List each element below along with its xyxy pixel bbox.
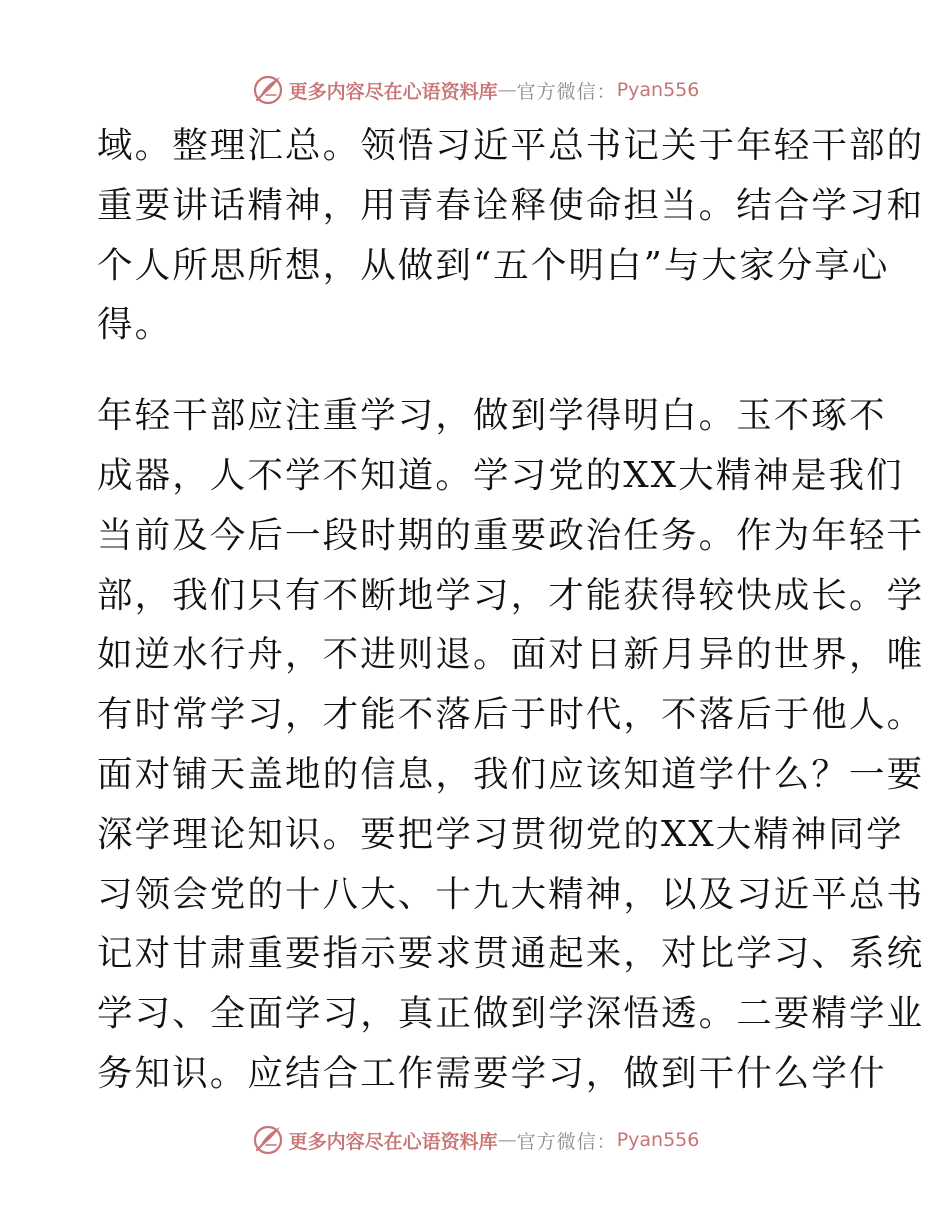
paragraph-2	[97, 386, 925, 1104]
paragraph-line: 面对铺天盖地的信息，我们应该知道学什么？一要	[97, 753, 925, 795]
paragraph-line: 年轻干部应注重学习，做到学得明白。玉不琢不	[97, 395, 887, 437]
banner-official: 官方微信：	[516, 80, 617, 103]
banner-official: 官方微信：	[516, 1130, 617, 1153]
quill-circle-logo-icon	[251, 1123, 285, 1157]
quill-circle-logo-icon	[251, 73, 285, 107]
paragraph-line: 当前及今后一段时期的重要政治任务。作为年轻干	[97, 514, 925, 556]
document-body	[97, 116, 925, 1104]
banner-separator: —	[497, 1129, 517, 1151]
paragraph-line: 习领会党的十八大、十九大精神，以及习近平总书	[97, 873, 925, 915]
paragraph-line: 域。整理汇总。领悟习近平总书记关于年轻干部的	[97, 125, 925, 166]
paragraph-line: 成器，人不学不知道。学习党的XX大精神是我们	[97, 454, 904, 496]
banner-brand: 更多内容尽在心语资料库	[288, 80, 498, 103]
paragraph-line: 部，我们只有不断地学习，才能获得较快成长。学	[97, 574, 925, 616]
paragraph-line: 学习、全面学习，真正做到学深悟透。二要精学业	[97, 993, 925, 1035]
paragraph-line: 记对甘肃重要指示要求贯通起来，对比学习、系统	[97, 933, 925, 975]
paragraph-line: 个人所思所想，从做到“五个明白”与大家分享心	[97, 244, 890, 286]
banner-handle: Pyan556	[616, 1129, 700, 1151]
paragraph-line: 如逆水行舟，不进则退。面对日新月异的世界，唯	[97, 634, 925, 676]
banner-separator: —	[497, 79, 517, 101]
banner-brand: 更多内容尽在心语资料库	[288, 1130, 498, 1153]
paragraph-line: 务知识。应结合工作需要学习，做到干什么学什	[97, 1052, 887, 1094]
header-banner	[0, 70, 950, 110]
paragraph-line: 得。	[97, 304, 173, 346]
paragraph-1	[97, 116, 925, 355]
banner-handle: Pyan556	[616, 79, 700, 101]
paragraph-line: 重要讲话精神，用青春诠释使命担当。结合学习和	[97, 184, 925, 226]
paragraph-line: 有时常学习，才能不落后于时代，不落后于他人。	[97, 694, 925, 736]
footer-banner	[0, 1120, 950, 1160]
paragraph-line: 深学理论知识。要把学习贯彻党的XX大精神同学	[97, 813, 904, 855]
paragraph-gap	[97, 355, 857, 386]
